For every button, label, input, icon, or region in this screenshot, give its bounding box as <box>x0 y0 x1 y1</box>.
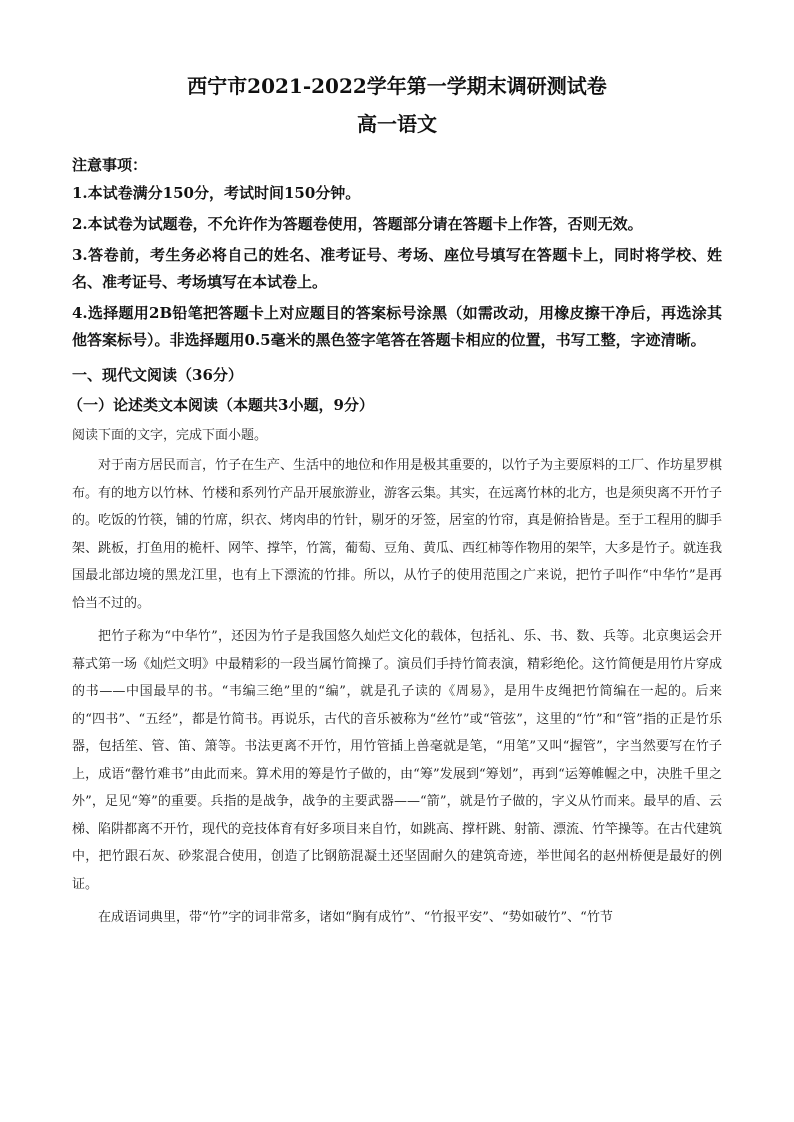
reading-section <box>68 364 723 932</box>
notice-item-1: 1.本试卷满分150分，考试时间150分钟。 <box>72 184 361 202</box>
notice-item-3: 3.答卷前，考生务必将自己的姓名、准考证号、考场、座位号填写在答题卡上，同时将学校、姓名、准考证号、考场填写在本试卷上。 <box>72 246 722 291</box>
section-heading: 一、现代文阅读（36分） <box>72 366 243 384</box>
notice-item-4: 4.选择题用2B铅笔把答题卡上对应题目的答案标号涂黑（如需改动，用橡皮擦干净后，再选涂其他答案标号）。非选择题用0.5毫米的黑色签字笔答在答题卡相应的位置，书写工整，字迹清晰。 <box>72 304 722 349</box>
passage-paragraph-3: 在成语词典里，带“竹”字的词非常多，诸如“胸有成竹”、“竹报平安”、“势如破竹”、“竹节 <box>98 910 613 925</box>
passage-paragraph-1: 对于南方居民而言，竹子在生产、生活中的地位和作用是极其重要的，以竹子为主要原料的工厂、作坊星罗棋布。有的地方以竹林、竹楼和系列竹产品开展旅游业，游客云集。其实，在远离竹林的北方，也是须臾离不开竹子的。吃饭的竹筷，铺的竹席，织衣、烤肉串的竹针，剔牙的牙签，居室的竹帘，真是俯拾皆是。至于工程用的脚手架、跳板，打鱼用的桅杆、网竿、撑竿，竹篙，葡萄、豆角、黄瓜、西红柿等作物用的架竿，大多是竹子。就连我国最北部边境的黑龙江里，也有上下漂流的竹排。所以，从竹子的使用范围之广来说，把竹子叫作“中华竹”是再恰当不过的。 <box>72 458 723 611</box>
exam-subject: 高一语文 <box>357 112 437 136</box>
notice-item-2: 2.本试卷为试题卷，不允许作为答题卷使用，答题部分请在答题卡上作答，否则无效。 <box>72 215 643 233</box>
passage-paragraph-2: 把竹子称为“中华竹”，还因为竹子是我国悠久灿烂文化的载体，包括礼、乐、书、数、兵等。北京奥运会开幕式第一场《灿烂文明》中最精彩的一段当属竹简操了。演员们手持竹简表演，精彩绝伦。这竹简便是用竹片穿成的书——中国最早的书。“韦编三绝”里的“编”，就是孔子读的《周易》，是用牛皮绳把竹简编在一起的。后来的“四书”、“五经”，都是竹简书。再说乐，古代的音乐被称为“丝竹”或“管弦”，这里的“竹”和“管”指的正是竹乐器，包括笙、管、笛、箫等。书法更离不开竹，用竹管插上兽毫就是笔，“用笔”又叫“握管”，字当然要写在竹子上，成语“罄竹难书”由此而来。算术用的筹是竹子做的，由“筹”发展到“筹划”，再到“运筹帷幄之中，决胜千里之外”，足见“筹”的重要。兵指的是战争，战争的主要武器——“箭”，就是竹子做的，字义从竹而来。最早的盾、云梯、陷阱都离不开竹，现代的竞技体育有好多项目来自竹，如跳高、撑杆跳、射箭、漂流、竹竿操等。在古代建筑中，把竹跟石灰、砂浆混合使用，创造了比钢筋混凝土还坚固耐久的建筑奇迹，举世闻名的赵州桥便是最好的例证。 <box>72 629 723 892</box>
notice-block <box>72 154 722 354</box>
reading-instruction: 阅读下面的文字，完成下面小题。 <box>72 428 268 443</box>
notice-heading: 注意事项： <box>72 156 148 174</box>
subsection-heading: （一）论述类文本阅读（本题共3小题，9分） <box>68 396 374 414</box>
exam-title: 西宁市2021-2022学年第一学期末调研测试卷 <box>187 74 607 98</box>
